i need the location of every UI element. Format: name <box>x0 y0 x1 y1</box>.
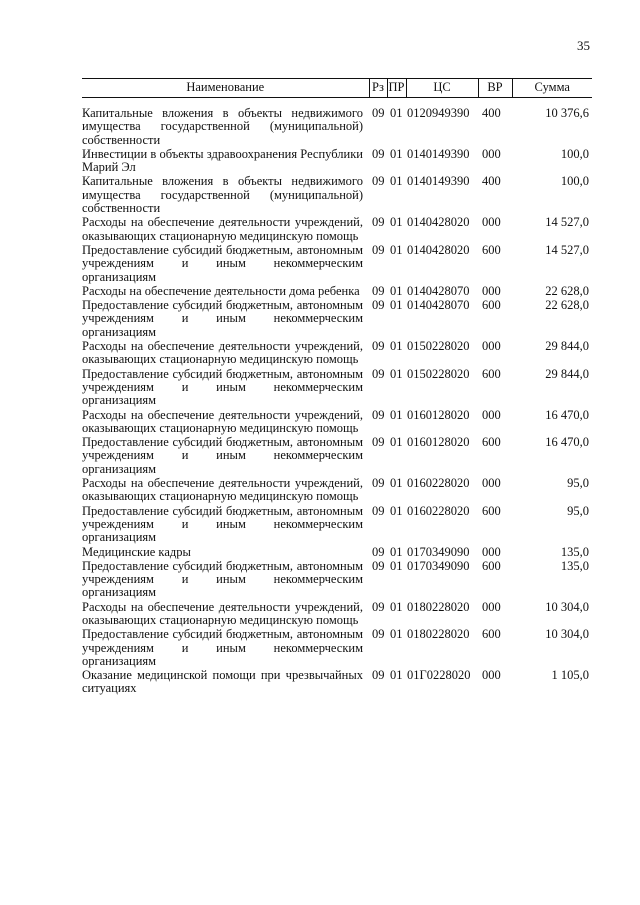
row-vr: 000 <box>482 407 501 422</box>
row-pr: 01 <box>390 339 403 354</box>
table-row <box>82 601 592 629</box>
table-row <box>82 409 592 437</box>
row-name: Медицинские кадры <box>82 544 191 559</box>
row-name: Инвестиции в объекты здравоохранения Республики Марий Эл <box>82 146 363 175</box>
table-row <box>82 175 592 216</box>
row-name: Капитальные вложения в объекты недвижимого имущества государственной (муниципальной) собственности <box>82 174 363 216</box>
row-cs: 0160228020 <box>407 503 470 518</box>
row-sum: 10 304,0 <box>545 599 589 614</box>
row-vr: 000 <box>482 339 501 354</box>
row-rz: 09 <box>372 106 385 120</box>
row-pr: 01 <box>390 544 403 559</box>
row-cs: 0170349090 <box>407 544 470 559</box>
row-sum: 14 527,0 <box>545 215 589 230</box>
row-pr: 01 <box>390 476 403 491</box>
table-row <box>82 148 592 176</box>
row-pr: 01 <box>390 106 403 120</box>
row-sum: 22 628,0 <box>545 283 589 298</box>
table-row <box>82 628 592 669</box>
row-name: Предоставление субсидий бюджетным, автономным учреждениям и иным некоммерческим организациям <box>82 558 363 600</box>
row-rz: 09 <box>372 174 385 189</box>
row-cs: 0140149390 <box>407 146 470 161</box>
row-vr: 000 <box>482 283 501 298</box>
row-name: Расходы на обеспечение деятельности учреждений, оказывающих стационарную медицинскую помощь <box>82 407 363 435</box>
row-cs: 0140428020 <box>407 215 470 230</box>
row-rz: 09 <box>372 366 385 381</box>
row-sum: 95,0 <box>567 503 589 518</box>
row-vr: 000 <box>482 668 501 683</box>
row-vr: 600 <box>482 627 501 642</box>
table-row <box>82 285 592 299</box>
row-sum: 14 527,0 <box>545 242 589 257</box>
row-name: Расходы на обеспечение деятельности учреждений, оказывающих стационарную медицинскую помощь <box>82 215 363 243</box>
header-name: Наименование <box>82 79 369 98</box>
table-row <box>82 477 592 505</box>
row-sum: 22 628,0 <box>545 298 589 313</box>
header-cs: ЦС <box>406 79 478 98</box>
row-sum: 29 844,0 <box>545 366 589 381</box>
row-sum: 10 376,6 <box>545 106 589 120</box>
row-cs: 0160228020 <box>407 476 470 491</box>
row-name: Предоставление субсидий бюджетным, автономным учреждениям и иным некоммерческим организациям <box>82 242 363 284</box>
row-pr: 01 <box>390 174 403 189</box>
row-cs: 0140149390 <box>407 174 470 189</box>
row-pr: 01 <box>390 366 403 381</box>
row-rz: 09 <box>372 407 385 422</box>
row-sum: 100,0 <box>560 174 589 189</box>
row-name: Предоставление субсидий бюджетным, автономным учреждениям и иным некоммерческим организациям <box>82 298 363 339</box>
row-sum: 10 304,0 <box>545 627 589 642</box>
row-pr: 01 <box>390 298 403 313</box>
row-rz: 09 <box>372 544 385 559</box>
row-sum: 16 470,0 <box>545 435 589 450</box>
row-rz: 09 <box>372 599 385 614</box>
row-name: Предоставление субсидий бюджетным, автономным учреждениям и иным некоммерческим организациям <box>82 503 363 545</box>
row-cs: 0140428020 <box>407 242 470 257</box>
row-cs: 0120949390 <box>407 106 470 120</box>
table-row <box>82 560 592 601</box>
row-pr: 01 <box>390 503 403 518</box>
row-cs: 0180228020 <box>407 599 470 614</box>
row-rz: 09 <box>372 476 385 491</box>
row-cs: 0140428070 <box>407 298 470 313</box>
table-row <box>82 436 592 477</box>
row-name: Расходы на обеспечение деятельности учреждений, оказывающих стационарную медицинскую помощь <box>82 476 363 504</box>
row-sum: 100,0 <box>560 146 589 161</box>
row-cs: 0170349090 <box>407 558 470 573</box>
row-vr: 000 <box>482 476 501 491</box>
table-body <box>82 98 592 697</box>
row-name: Предоставление субсидий бюджетным, автономным учреждениям и иным некоммерческим организациям <box>82 366 363 408</box>
row-rz: 09 <box>372 215 385 230</box>
row-pr: 01 <box>390 407 403 422</box>
row-pr: 01 <box>390 283 403 298</box>
row-rz: 09 <box>372 298 385 313</box>
row-rz: 09 <box>372 627 385 642</box>
row-cs: 0150228020 <box>407 366 470 381</box>
table-row <box>82 669 592 697</box>
table-row <box>82 98 592 148</box>
page-number: 35 <box>577 38 590 53</box>
row-pr: 01 <box>390 627 403 642</box>
row-rz: 09 <box>372 283 385 298</box>
row-name: Предоставление субсидий бюджетным, автономным учреждениям и иным некоммерческим организациям <box>82 435 363 476</box>
table-row <box>82 299 592 340</box>
row-cs: 0150228020 <box>407 339 470 354</box>
row-sum: 1 105,0 <box>551 668 589 683</box>
row-cs: 0140428070 <box>407 283 470 298</box>
row-vr: 600 <box>482 435 501 450</box>
row-vr: 600 <box>482 242 501 257</box>
row-vr: 000 <box>482 215 501 230</box>
row-rz: 09 <box>372 668 385 683</box>
row-name: Расходы на обеспечение деятельности учреждений, оказывающих стационарную медицинскую помощь <box>82 339 363 367</box>
row-vr: 000 <box>482 599 501 614</box>
row-cs: 0180228020 <box>407 627 470 642</box>
row-pr: 01 <box>390 146 403 161</box>
row-rz: 09 <box>372 503 385 518</box>
header-vr: ВР <box>478 79 512 98</box>
header-sum: Сумма <box>512 79 592 98</box>
row-pr: 01 <box>390 558 403 573</box>
row-pr: 01 <box>390 215 403 230</box>
header-rz: Рз <box>369 79 387 98</box>
row-pr: 01 <box>390 435 403 450</box>
table-row <box>82 244 592 285</box>
table-row <box>82 340 592 368</box>
row-sum: 135,0 <box>560 544 589 559</box>
table-row <box>82 216 592 244</box>
row-name: Предоставление субсидий бюджетным, автономным учреждениям и иным некоммерческим организациям <box>82 627 363 668</box>
row-cs: 0160128020 <box>407 435 470 450</box>
row-vr: 600 <box>482 366 501 381</box>
table-row <box>82 505 592 546</box>
row-vr: 600 <box>482 503 501 518</box>
row-cs: 0160128020 <box>407 407 470 422</box>
row-rz: 09 <box>372 146 385 161</box>
row-sum: 29 844,0 <box>545 339 589 354</box>
row-name: Расходы на обеспечение деятельности учреждений, оказывающих стационарную медицинскую помощь <box>82 599 363 627</box>
row-rz: 09 <box>372 242 385 257</box>
row-vr: 600 <box>482 558 501 573</box>
row-sum: 95,0 <box>567 476 589 491</box>
row-pr: 01 <box>390 668 403 683</box>
row-name: Оказание медицинской помощи при чрезвычайных ситуациях <box>82 668 363 696</box>
row-rz: 09 <box>372 339 385 354</box>
row-sum: 135,0 <box>560 558 589 573</box>
row-vr: 000 <box>482 544 501 559</box>
row-rz: 09 <box>372 558 385 573</box>
table-header <box>82 79 592 98</box>
row-name: Расходы на обеспечение деятельности дома ребенка <box>82 283 360 298</box>
row-pr: 01 <box>390 599 403 614</box>
row-vr: 000 <box>482 146 501 161</box>
table-row <box>82 368 592 409</box>
row-vr: 400 <box>482 106 501 120</box>
row-vr: 400 <box>482 174 501 189</box>
row-name: Капитальные вложения в объекты недвижимого имущества государственной (муниципальной) собственности <box>82 106 363 147</box>
header-pr: ПР <box>387 79 406 98</box>
row-cs: 01Г0228020 <box>407 668 471 683</box>
row-vr: 600 <box>482 298 501 313</box>
row-pr: 01 <box>390 242 403 257</box>
table-row <box>82 546 592 560</box>
budget-table <box>82 78 592 697</box>
row-rz: 09 <box>372 435 385 450</box>
row-sum: 16 470,0 <box>545 407 589 422</box>
